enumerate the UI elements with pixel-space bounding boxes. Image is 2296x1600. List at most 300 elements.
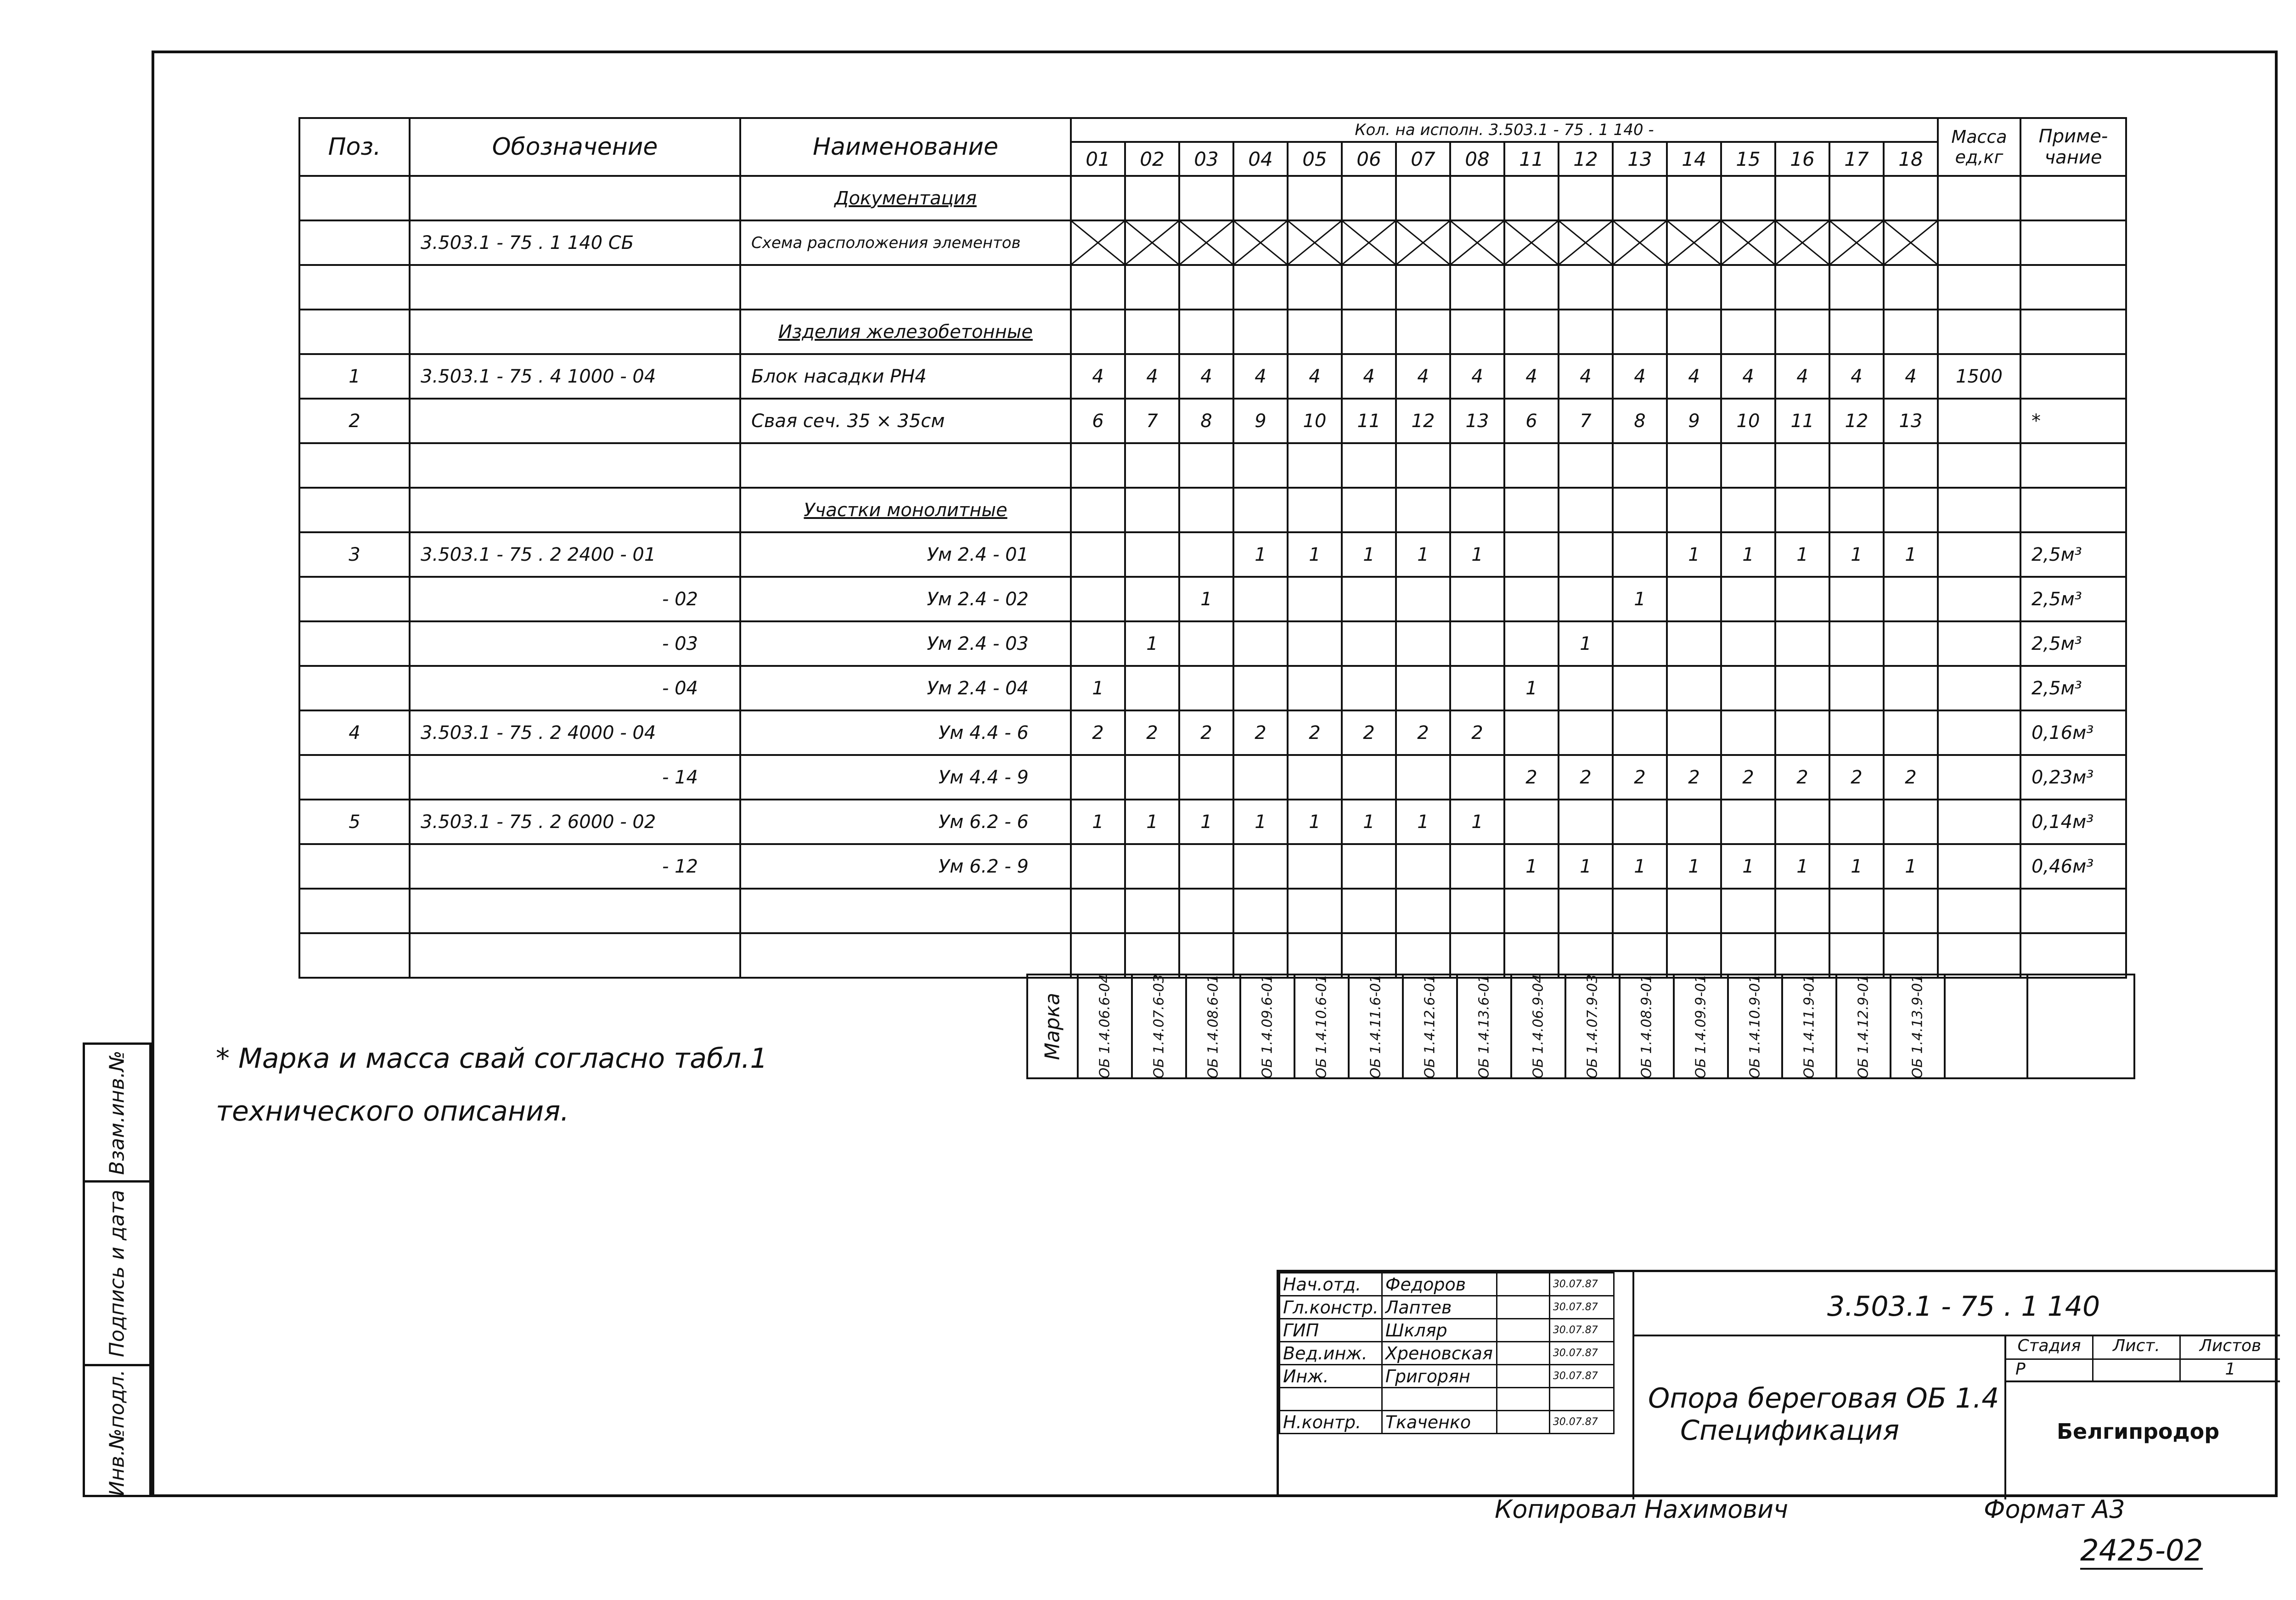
marka-cell <box>1837 975 1891 1077</box>
signature-row <box>1280 1273 1614 1296</box>
cell-pos: 3 <box>299 532 410 577</box>
cell-qty: 2 <box>1233 710 1288 755</box>
signature-date: 30.07.87 <box>1549 1273 1614 1296</box>
cell-qty: 2 <box>1721 755 1775 800</box>
signature-name: Григорян <box>1382 1365 1497 1388</box>
signature-mark <box>1497 1411 1549 1434</box>
cell-qty <box>1125 532 1179 577</box>
cell-name: Ум 4.4 - 6 <box>740 710 1071 755</box>
col-header-variant: 17 <box>1829 142 1884 176</box>
cell-qty: 1 <box>1233 800 1288 844</box>
side-label-replace: Взам.инв.№ <box>105 1050 129 1175</box>
cell-qty <box>1613 933 1667 978</box>
cell-qty: 4 <box>1504 354 1559 399</box>
cell-designation: - 02 <box>410 577 740 621</box>
cell-mass: 1500 <box>1938 354 2020 399</box>
cell-qty <box>1504 443 1559 488</box>
cell-qty <box>1450 621 1504 666</box>
cell-mass <box>1938 310 2020 354</box>
cell-designation: 3.503.1 - 75 . 2 6000 - 02 <box>410 800 740 844</box>
cell-qty <box>1884 889 1938 933</box>
signature-name: Хреновская <box>1382 1342 1497 1365</box>
cell-qty <box>1396 443 1450 488</box>
cell-pos <box>299 621 410 666</box>
cell-pos <box>299 220 410 265</box>
cell-qty: 2 <box>1559 755 1613 800</box>
cell-qty: 6 <box>1504 399 1559 443</box>
cell-qty <box>1342 577 1396 621</box>
table-row <box>299 666 2126 710</box>
cell-qty <box>1721 176 1775 220</box>
cell-mass <box>1938 176 2020 220</box>
cell-mass <box>1938 577 2020 621</box>
signature-date: 30.07.87 <box>1549 1319 1614 1342</box>
cell-qty <box>1450 577 1504 621</box>
cell-qty <box>1450 176 1504 220</box>
marka-cell <box>1295 975 1350 1077</box>
cell-mass <box>1938 488 2020 532</box>
cell-qty <box>1071 755 1125 800</box>
cell-qty <box>1233 443 1288 488</box>
cell-qty <box>1775 577 1829 621</box>
specification-table <box>298 117 2127 979</box>
cell-qty <box>1829 443 1884 488</box>
signature-role: Инж. <box>1280 1365 1382 1388</box>
cell-qty: 4 <box>1884 354 1938 399</box>
signature-mark <box>1497 1296 1549 1319</box>
cell-qty: 2 <box>1775 755 1829 800</box>
side-stamp-signature <box>85 1183 149 1366</box>
cell-qty-crossed <box>1829 220 1884 265</box>
cell-name <box>740 265 1071 310</box>
cell-qty: 2 <box>1613 755 1667 800</box>
cell-qty <box>1613 532 1667 577</box>
cell-qty: 4 <box>1775 354 1829 399</box>
cell-qty <box>1775 710 1829 755</box>
cell-qty <box>1125 755 1179 800</box>
cell-pos: 1 <box>299 354 410 399</box>
cell-qty <box>1179 532 1233 577</box>
footnote-line-1: * Марка и масса свай согласно табл.1 <box>216 1042 768 1075</box>
cell-designation: - 04 <box>410 666 740 710</box>
cell-qty <box>1504 577 1559 621</box>
title-line-1: Опора береговая ОБ 1.4 <box>1648 1382 1999 1414</box>
cell-qty: 11 <box>1342 399 1396 443</box>
cell-qty <box>1829 265 1884 310</box>
cell-qty <box>1613 889 1667 933</box>
cell-qty <box>1233 265 1288 310</box>
cell-qty <box>1342 889 1396 933</box>
cell-designation: - 12 <box>410 844 740 889</box>
cell-qty <box>1775 443 1829 488</box>
cell-qty <box>1125 844 1179 889</box>
cell-qty <box>1342 755 1396 800</box>
col-header-variant: 11 <box>1504 142 1559 176</box>
col-header-pos: Поз. <box>299 118 410 176</box>
marka-cell <box>1621 975 1675 1077</box>
cell-qty <box>1071 532 1125 577</box>
cross-mark-icon <box>1505 221 1558 264</box>
cell-qty <box>1450 443 1504 488</box>
cell-name: Ум 2.4 - 01 <box>740 532 1071 577</box>
signature-name: Лаптев <box>1382 1296 1497 1319</box>
cell-qty <box>1667 488 1721 532</box>
cell-qty: 6 <box>1071 399 1125 443</box>
cell-qty-crossed <box>1884 220 1938 265</box>
signature-mark <box>1497 1273 1549 1296</box>
marka-cell <box>1675 975 1729 1077</box>
cell-qty <box>1288 844 1342 889</box>
cell-qty: 1 <box>1396 800 1450 844</box>
cell-designation: 3.503.1 - 75 . 4 1000 - 04 <box>410 354 740 399</box>
cell-qty <box>1233 488 1288 532</box>
cell-qty <box>1396 889 1450 933</box>
cell-qty-crossed <box>1775 220 1829 265</box>
col-header-variant: 08 <box>1450 142 1504 176</box>
cell-qty <box>1450 889 1504 933</box>
marka-value: ОБ 1.4.07.9-03 <box>1584 974 1601 1079</box>
signature-name <box>1382 1388 1497 1411</box>
cell-designation <box>410 310 740 354</box>
cell-qty <box>1179 443 1233 488</box>
cell-qty: 1 <box>1721 532 1775 577</box>
cell-qty <box>1233 844 1288 889</box>
table-row <box>299 354 2126 399</box>
marka-cell <box>1187 975 1241 1077</box>
marka-cell <box>1891 975 1946 1077</box>
col-header-variant: 14 <box>1667 142 1721 176</box>
signature-date: 30.07.87 <box>1549 1411 1614 1434</box>
cell-note: * <box>2020 399 2126 443</box>
signature-date: 30.07.87 <box>1549 1342 1614 1365</box>
cell-qty <box>1884 176 1938 220</box>
cell-qty-crossed <box>1504 220 1559 265</box>
cell-qty: 1 <box>1233 532 1288 577</box>
cell-qty <box>1613 800 1667 844</box>
cross-mark-icon <box>1722 221 1774 264</box>
col-header-variant: 18 <box>1884 142 1938 176</box>
table-row <box>299 310 2126 354</box>
cell-qty-crossed <box>1396 220 1450 265</box>
copied-by: Копировал Нахимович <box>1495 1495 1789 1524</box>
cell-pos <box>299 265 410 310</box>
cell-qty <box>1288 889 1342 933</box>
cell-pos <box>299 666 410 710</box>
cell-qty: 4 <box>1450 354 1504 399</box>
cross-mark-icon <box>1668 221 1720 264</box>
col-header-variant: 07 <box>1396 142 1450 176</box>
cell-qty: 4 <box>1559 354 1613 399</box>
cell-qty <box>1396 933 1450 978</box>
stage-value: Р <box>2015 1360 2026 1379</box>
cell-qty <box>1559 710 1613 755</box>
cell-qty: 8 <box>1613 399 1667 443</box>
table-row <box>299 889 2126 933</box>
marka-cell <box>1241 975 1295 1077</box>
cell-pos <box>299 176 410 220</box>
cell-qty <box>1125 265 1179 310</box>
cell-qty: 1 <box>1829 844 1884 889</box>
cell-qty <box>1504 265 1559 310</box>
doc-code: 3.503.1 - 75 . 1 140 <box>1827 1290 2100 1323</box>
cell-qty <box>1775 621 1829 666</box>
cell-qty <box>1829 488 1884 532</box>
cell-name: Схема расположения элементов <box>740 220 1071 265</box>
signature-role: Н.контр. <box>1280 1411 1382 1434</box>
col-header-variant: 05 <box>1288 142 1342 176</box>
cell-name: Свая сеч. 35 × 35см <box>740 399 1071 443</box>
cell-note: 2,5м³ <box>2020 577 2126 621</box>
stage-block <box>2004 1336 2280 1382</box>
cell-mass <box>1938 755 2020 800</box>
cell-qty <box>1288 577 1342 621</box>
marka-cell <box>1729 975 1783 1077</box>
cell-qty: 1 <box>1884 844 1938 889</box>
cell-qty <box>1721 933 1775 978</box>
signature-date <box>1549 1388 1614 1411</box>
cell-qty <box>1721 488 1775 532</box>
cell-qty: 1 <box>1721 844 1775 889</box>
cross-mark-icon <box>1559 221 1612 264</box>
cell-qty <box>1721 800 1775 844</box>
cell-qty <box>1179 310 1233 354</box>
cell-qty: 1 <box>1667 532 1721 577</box>
signature-row <box>1280 1296 1614 1319</box>
cell-mass <box>1938 710 2020 755</box>
col-header-name: Наименование <box>740 118 1071 176</box>
cell-note <box>2020 265 2126 310</box>
cell-qty <box>1342 310 1396 354</box>
col-header-note: Приме- чание <box>2020 118 2126 176</box>
cell-qty: 7 <box>1125 399 1179 443</box>
col-header-variant: 12 <box>1559 142 1613 176</box>
cell-qty <box>1775 800 1829 844</box>
cell-qty <box>1884 621 1938 666</box>
cell-qty <box>1884 310 1938 354</box>
cell-name <box>740 443 1071 488</box>
table-row <box>299 577 2126 621</box>
cell-qty <box>1396 755 1450 800</box>
cell-qty <box>1884 577 1938 621</box>
cell-designation: 3.503.1 - 75 . 2 4000 - 04 <box>410 710 740 755</box>
table-row <box>299 265 2126 310</box>
cell-qty: 9 <box>1667 399 1721 443</box>
cell-note <box>2020 488 2126 532</box>
cell-qty: 4 <box>1829 354 1884 399</box>
cell-qty <box>1613 666 1667 710</box>
cell-qty <box>1613 710 1667 755</box>
cell-qty <box>1396 488 1450 532</box>
cell-qty-crossed <box>1450 220 1504 265</box>
cell-qty <box>1829 577 1884 621</box>
col-header-quantity: Кол. на исполн. 3.503.1 - 75 . 1 140 - <box>1071 118 1938 142</box>
cell-qty <box>1775 889 1829 933</box>
cell-qty <box>1667 666 1721 710</box>
cell-qty <box>1667 577 1721 621</box>
cell-qty: 1 <box>1613 577 1667 621</box>
cell-qty: 2 <box>1829 755 1884 800</box>
signature-role: Гл.констр. <box>1280 1296 1382 1319</box>
cell-qty <box>1721 710 1775 755</box>
cell-qty-crossed <box>1233 220 1288 265</box>
cell-qty <box>1667 443 1721 488</box>
cell-qty: 4 <box>1071 354 1125 399</box>
cell-qty <box>1829 310 1884 354</box>
cell-qty <box>1559 265 1613 310</box>
cell-qty: 2 <box>1342 710 1396 755</box>
cell-qty <box>1396 666 1450 710</box>
cell-mass <box>1938 666 2020 710</box>
cell-qty <box>1342 176 1396 220</box>
cell-qty <box>1342 443 1396 488</box>
marka-value: ОБ 1.4.06.6-04 <box>1097 974 1113 1079</box>
sheets-label: Листов <box>2181 1336 2280 1360</box>
marka-value: ОБ 1.4.09.6-01 <box>1259 974 1276 1079</box>
cell-mass <box>1938 399 2020 443</box>
cell-qty <box>1504 176 1559 220</box>
cell-qty <box>1559 933 1613 978</box>
table-row <box>299 800 2126 844</box>
cell-qty <box>1721 621 1775 666</box>
cell-qty <box>1342 488 1396 532</box>
signature-row <box>1280 1388 1614 1411</box>
cell-qty: 4 <box>1396 354 1450 399</box>
signature-mark <box>1497 1342 1549 1365</box>
cell-qty <box>1396 176 1450 220</box>
cell-name: Блок насадки РН4 <box>740 354 1071 399</box>
cell-pos <box>299 577 410 621</box>
cell-qty <box>1288 310 1342 354</box>
cell-note <box>2020 220 2126 265</box>
marka-cell <box>1079 975 1133 1077</box>
marka-cell <box>1404 975 1458 1077</box>
cell-qty <box>1288 933 1342 978</box>
table-row <box>299 399 2126 443</box>
marka-value: ОБ 1.4.09.9-01 <box>1693 974 1709 1079</box>
cell-note <box>2020 176 2126 220</box>
cell-qty <box>1559 443 1613 488</box>
signature-name: Федоров <box>1382 1273 1497 1296</box>
cell-qty: 1 <box>1125 800 1179 844</box>
cross-mark-icon <box>1126 221 1178 264</box>
signature-role: ГИП <box>1280 1319 1382 1342</box>
cell-mass <box>1938 800 2020 844</box>
cell-pos: 5 <box>299 800 410 844</box>
cell-qty <box>1450 265 1504 310</box>
cell-qty <box>1559 176 1613 220</box>
col-header-variant: 02 <box>1125 142 1179 176</box>
cross-mark-icon <box>1289 221 1341 264</box>
signature-role: Вед.инж. <box>1280 1342 1382 1365</box>
cell-pos: 2 <box>299 399 410 443</box>
cell-pos <box>299 755 410 800</box>
signature-mark <box>1497 1319 1549 1342</box>
marka-cell <box>1783 975 1837 1077</box>
cell-note: 2,5м³ <box>2020 621 2126 666</box>
cell-qty <box>1125 577 1179 621</box>
cell-qty <box>1559 800 1613 844</box>
cell-qty <box>1288 265 1342 310</box>
marka-value: ОБ 1.4.13.6-01 <box>1476 974 1492 1079</box>
marka-value: ОБ 1.4.10.9-01 <box>1747 974 1763 1079</box>
col-header-variant: 06 <box>1342 142 1396 176</box>
cell-mass <box>1938 844 2020 889</box>
cell-qty <box>1559 889 1613 933</box>
cell-designation <box>410 176 740 220</box>
cell-qty: 1 <box>1396 532 1450 577</box>
cell-designation <box>410 488 740 532</box>
cell-designation: - 03 <box>410 621 740 666</box>
cell-qty: 2 <box>1071 710 1125 755</box>
cell-qty: 13 <box>1884 399 1938 443</box>
cell-qty: 1 <box>1342 532 1396 577</box>
stage-col <box>2006 1336 2093 1380</box>
table-row <box>299 488 2126 532</box>
cell-qty <box>1288 176 1342 220</box>
marka-value: ОБ 1.4.10.6-01 <box>1313 974 1330 1079</box>
cell-note: 0,46м³ <box>2020 844 2126 889</box>
cross-mark-icon <box>1180 221 1232 264</box>
side-label-signature: Подпись и дата <box>105 1189 129 1357</box>
sheet-col <box>2093 1336 2181 1380</box>
signature-row <box>1280 1365 1614 1388</box>
cell-qty: 4 <box>1125 354 1179 399</box>
cell-qty <box>1721 577 1775 621</box>
cell-qty: 1 <box>1071 666 1125 710</box>
cell-name: Ум 6.2 - 9 <box>740 844 1071 889</box>
title-cell <box>1632 1336 2004 1499</box>
marka-value: ОБ 1.4.12.6-01 <box>1422 974 1438 1079</box>
cell-qty <box>1450 666 1504 710</box>
cell-qty: 1 <box>1288 800 1342 844</box>
col-header-variant: 16 <box>1775 142 1829 176</box>
cell-designation: 3.503.1 - 75 . 1 140 СБ <box>410 220 740 265</box>
cell-qty <box>1179 176 1233 220</box>
cell-qty <box>1233 933 1288 978</box>
archive-number: 2425-02 <box>2080 1534 2203 1570</box>
cell-qty: 12 <box>1829 399 1884 443</box>
cell-qty <box>1613 621 1667 666</box>
table-row <box>299 532 2126 577</box>
cell-qty: 1 <box>1884 532 1938 577</box>
cross-mark-icon <box>1072 221 1124 264</box>
marka-cell <box>1350 975 1404 1077</box>
cell-qty: 1 <box>1775 532 1829 577</box>
cell-qty <box>1775 310 1829 354</box>
cell-qty <box>1179 889 1233 933</box>
cell-qty <box>1233 310 1288 354</box>
cell-qty <box>1450 755 1504 800</box>
cell-mass <box>1938 220 2020 265</box>
cell-qty <box>1721 443 1775 488</box>
cell-qty <box>1071 176 1125 220</box>
cell-qty: 2 <box>1125 710 1179 755</box>
cell-qty <box>1884 666 1938 710</box>
cell-qty <box>1125 666 1179 710</box>
cell-qty: 8 <box>1179 399 1233 443</box>
cell-qty: 1 <box>1179 800 1233 844</box>
cell-qty: 1 <box>1342 800 1396 844</box>
cell-qty <box>1071 889 1125 933</box>
cell-qty <box>1667 176 1721 220</box>
cell-qty: 1 <box>1559 621 1613 666</box>
table-row <box>299 710 2126 755</box>
side-stamp <box>83 1042 152 1497</box>
cell-qty <box>1450 488 1504 532</box>
cell-qty <box>1288 443 1342 488</box>
section-title: Изделия железобетонные <box>740 310 1071 354</box>
cell-note <box>2020 443 2126 488</box>
